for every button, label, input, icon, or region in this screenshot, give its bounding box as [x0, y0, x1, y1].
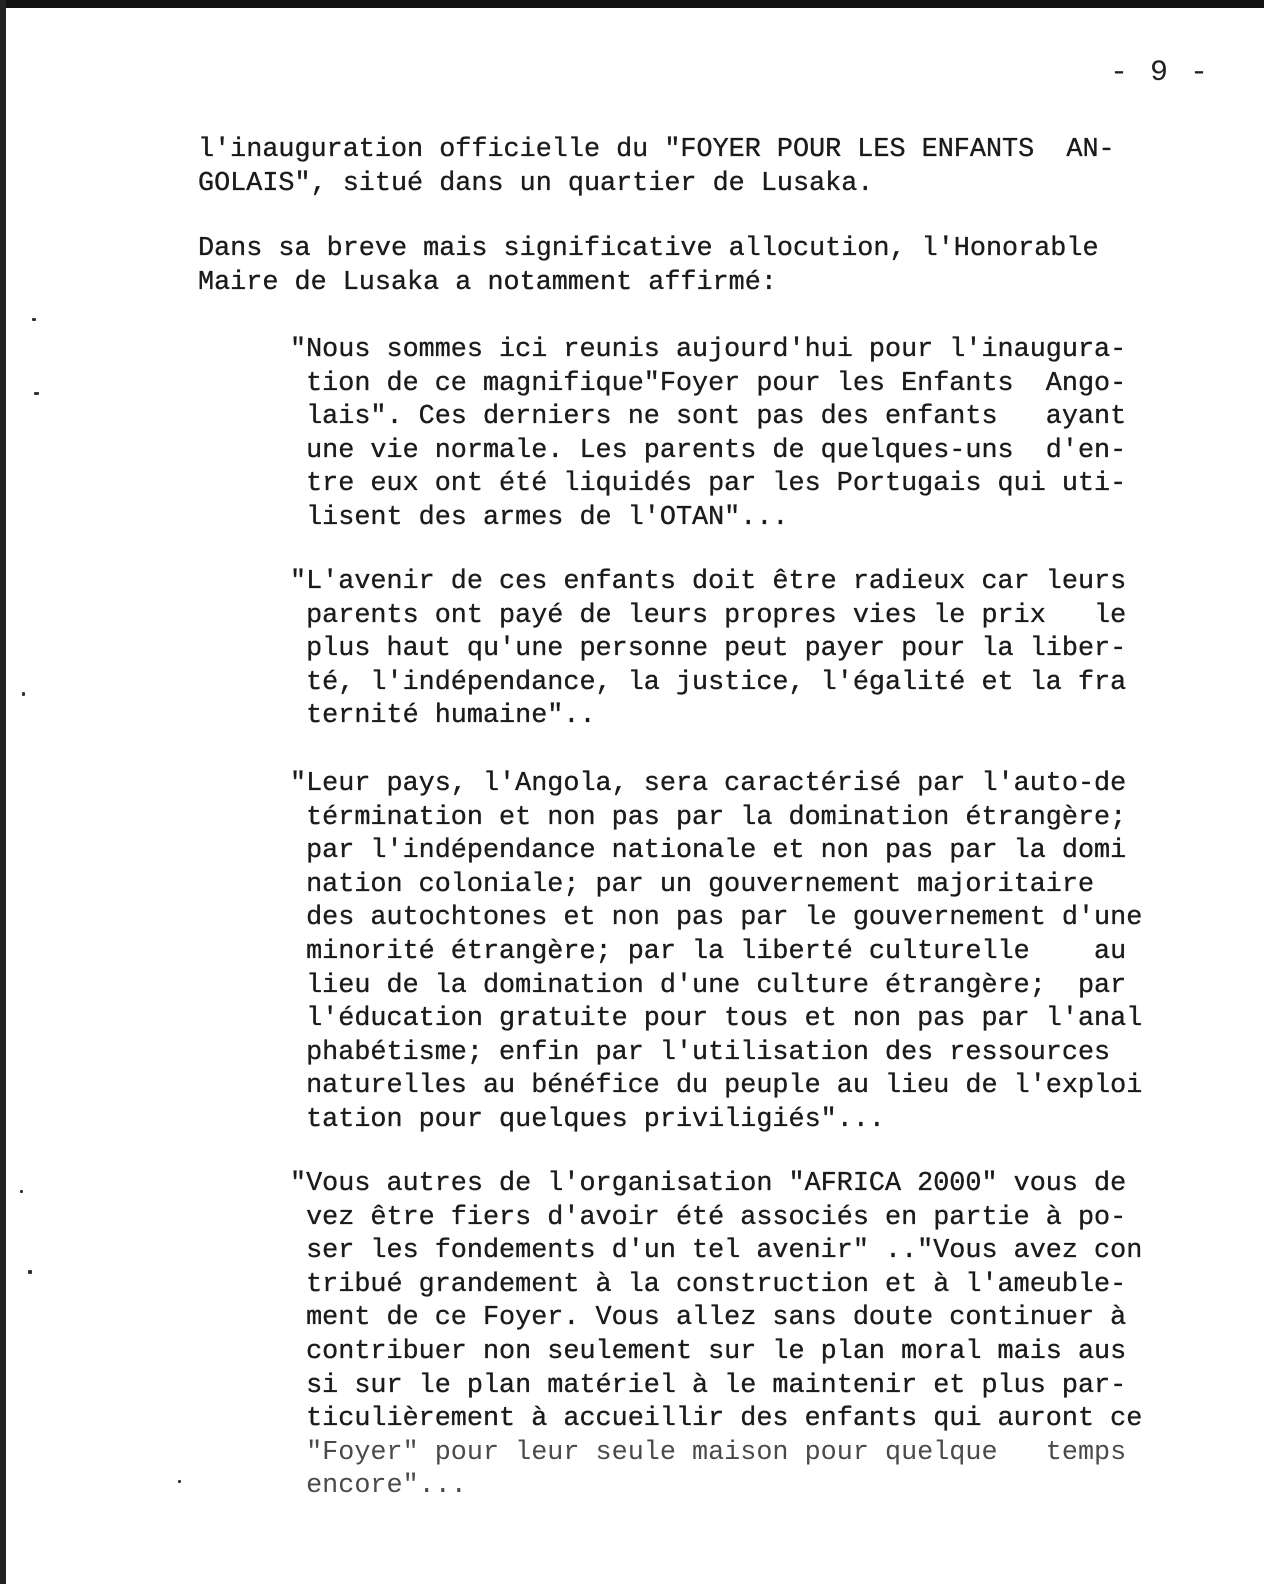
quote-africa-2000 [290, 1168, 1142, 1504]
page-border-left [0, 0, 6, 1584]
scan-speck [178, 1480, 181, 1483]
quote-children-future: "L'avenir de ces enfants doit être radieux car leurs parents ont payé de leurs propres vies le prix le plus haut qu'une personne peut payer pour la liber- té, l'indépendance, la justice, l'égalité et la fra ternité humaine".. [290, 567, 1127, 732]
page-border-top [0, 0, 1264, 8]
quote-inauguration: "Nous sommes ici reunis aujourd'hui pour l'inaugura- tion de ce magnifique"Foyer pour les Enfants Ango- lais". Ces derniers ne sont pas des enfants ayant une vie normale. Les parents de quelques-uns d'en- tre eux ont été liquidés par les Portugais qui uti- lisent des armes de l'OTAN"... [290, 335, 1127, 533]
page-number: - 9 - [1110, 56, 1211, 90]
scan-speck [32, 318, 36, 321]
quote-angola-future: "Leur pays, l'Angola, sera caractérisé par l'auto-de términation et non pas par la domination étrangère; par l'indépendance nationale et non pas par la domi nation coloniale; par un gouvernement majoritaire des autochtones et non pas par le gouvernement d'une minorité étrangère; par la liberté culturelle au lieu de la domination d'une culture étrangère; par l'éducation gratuite pour tous et non pas par l'anal phabétisme; enfin par l'utilisation des ressources naturelles au bénéfice du peuple au lieu de l'exploi tation pour quelques priviligiés"... [290, 769, 1143, 1135]
speech-introduction: Dans sa breve mais significative allocution, l'Honorable Maire de Lusaka a notamment affirmé: [198, 234, 1099, 298]
quote-africa-2000-faded: "Foyer" pour leur seule maison pour quelque temps encore"... [306, 1437, 1127, 1502]
quote-africa-2000-main: "Vous autres de l'organisation "AFRICA 2000" vous de vez être fiers d'avoir été associés en partie à po- ser les fondements d'un tel avenir" .."Vous avez con tribué grandement à la construction et à l'ameuble- ment de ce Foyer. Vous allez sans doute continuer à contribuer non seulement sur le plan moral mais aus si sur le plan matériel à le maintenir et plus par- ticulièrement à accueillir des enfants qui auront ce [290, 1169, 1143, 1435]
scan-speck [20, 1190, 23, 1193]
scan-speck [28, 1270, 32, 1274]
scan-speck [22, 692, 25, 696]
intro-paragraph: l'inauguration officielle du "FOYER POUR LES ENFANTS AN- GOLAIS", situé dans un quartier de Lusaka. [198, 135, 1115, 199]
scan-speck [34, 392, 39, 395]
